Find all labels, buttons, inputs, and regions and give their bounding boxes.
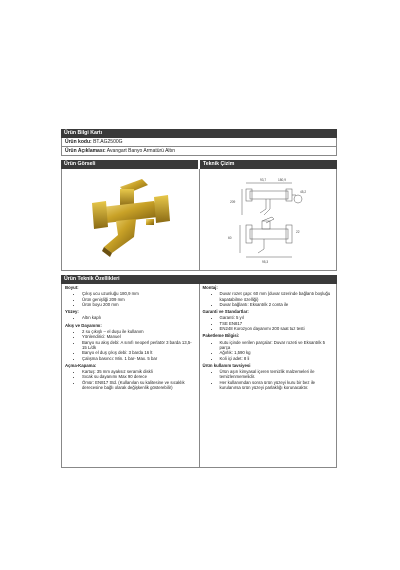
product-code-label: Ürün kodu:	[65, 139, 92, 145]
spec-item: • Çalışma basıncı: Min. 1 bar- Max. 5 bar	[82, 356, 196, 361]
dim-label: 60	[228, 236, 232, 240]
spec-list	[203, 340, 334, 361]
spec-section-title: Boyut:	[65, 285, 79, 290]
card-title: Ürün Bilgi Kartı	[61, 129, 337, 138]
technical-specs-header: Ürün Teknik Özellikleri	[61, 275, 337, 284]
spec-item: • Çıkış ucu uzunluğu 180,9 mm	[82, 291, 196, 296]
spec-item: • EN248 Korozyon dayanımı 200 saat tuz testi	[220, 326, 334, 331]
spec-item: • Altın kaplı	[82, 315, 196, 320]
spec-list	[203, 315, 334, 331]
image-row	[61, 169, 337, 271]
product-code-value: BT.AG2500G	[93, 139, 123, 145]
spec-list	[203, 291, 334, 307]
technical-drawing-svg	[200, 169, 337, 270]
spec-section-title: Ürün kullanım tavsiyesi	[202, 362, 251, 368]
technical-drawing-header: Teknik Çizim	[200, 160, 337, 169]
spec-item: • Sıcak su dayanımı Max 90 derece	[82, 374, 196, 379]
spec-item: • Yönlendirici: Manuel	[82, 334, 196, 339]
spec-list	[65, 315, 196, 320]
spec-item: • Duvar rozet çapı: 60 mm (duvar üzerinde bağlantı boşluğu kapatabilme özelliği)	[220, 291, 334, 302]
product-description-value: Avangart Banyo Armatürü Altın	[106, 148, 176, 154]
spec-item: • Ürün boyu 200 mm	[82, 302, 196, 307]
spec-item: • Ürün genişliği 209 mm	[82, 297, 196, 302]
product-image	[62, 169, 199, 270]
product-code-row	[61, 138, 337, 147]
gold-faucet-image	[62, 169, 199, 270]
technical-specs	[61, 284, 337, 468]
spec-section-title: Açma-Kapama:	[65, 362, 97, 368]
spec-item: • 2 su çıkışlı – el duşu ile kullanım	[82, 329, 196, 334]
spec-section-title: Garanti ve Standartlar:	[202, 309, 249, 315]
spec-item: • Her kullanımdan sonra ürün yüzeyi kuru bir bez ile kurulanırsa ürün yüzeyi parlaklığı korunacaktır.	[220, 380, 334, 391]
product-image-header: Ürün Görseli	[61, 160, 198, 169]
spec-item: • Duvar bağlantı: Eksantrik 2 conta ile	[220, 302, 334, 307]
spec-list	[65, 329, 196, 361]
dim-label: 93,7	[260, 178, 267, 182]
product-info-card	[61, 129, 337, 468]
dim-label: 180,9	[278, 178, 286, 182]
image-headers	[61, 160, 337, 169]
spec-item: • Kartuş: 35 mm ayaksız seramik diskli	[82, 369, 196, 374]
dim-label: 22	[296, 230, 300, 234]
spec-item: • Kutu içinde verilen parçalar: Duvar rozeti ve Eksantrik 5 parça	[220, 340, 334, 351]
spec-list	[203, 369, 334, 390]
dim-label: 95,3	[262, 260, 269, 264]
spec-item: • Ürün aşırı kimyasal içeren temizlik malzemeleri ile temizlenmemelidir.	[220, 369, 334, 380]
spec-list	[65, 291, 196, 307]
spec-section-title: Paketleme Bilgisi:	[202, 333, 240, 339]
spec-item: • TSE EN817	[220, 321, 334, 326]
spec-item: • Banyo su akış debi: A sınıfı neoperl perlatör 3 barda 13,5-15 L/dk	[82, 340, 196, 351]
product-description-label: Ürün Açıklaması:	[65, 148, 106, 154]
spec-section-title: Yüzey:	[65, 309, 79, 315]
spec-item: • Koli içi adet: 8 li	[220, 356, 334, 361]
dim-label: 209	[230, 200, 236, 204]
technical-drawing	[199, 169, 337, 270]
product-description-row	[61, 147, 337, 156]
spec-item: • Garanti: 5 yıl	[220, 315, 334, 320]
spec-section-title: Montaj:	[202, 285, 218, 290]
spec-item: • Ağırlık: 1,590 kg	[220, 350, 334, 355]
specs-left-column	[62, 284, 199, 467]
spec-item: • Banyo el duş çıkış debi: 3 barda 16 lt	[82, 350, 196, 355]
specs-right-column	[199, 284, 337, 467]
spec-item: • Ömür: EN817 Std. (Kullanılan su kalitesine ve sıcaklık derecesine bağlı olarak değişkenlik gösterebilir)	[82, 380, 196, 391]
dim-label: 45,2	[300, 190, 307, 194]
spec-section-title: Akış ve Dayanımı:	[65, 322, 102, 328]
spec-list	[65, 369, 196, 390]
